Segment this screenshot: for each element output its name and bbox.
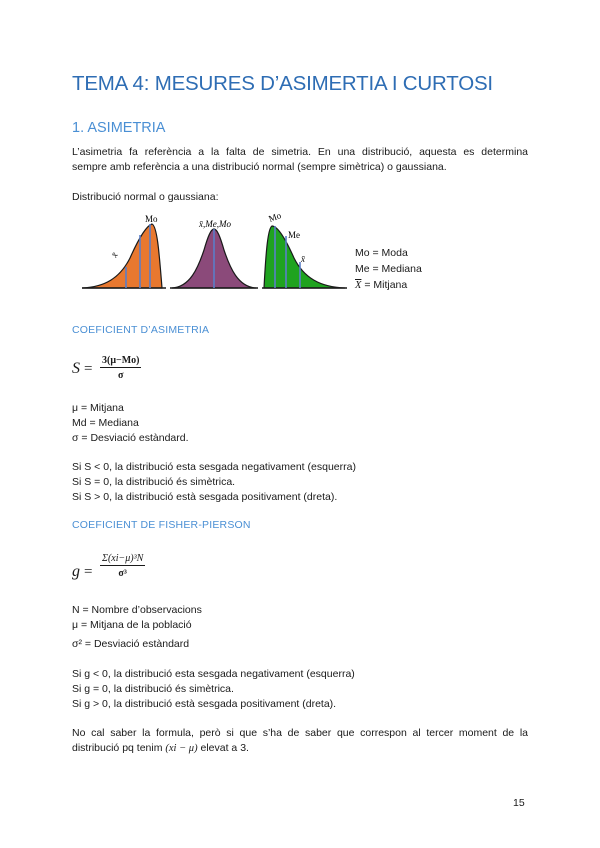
- intro-line-1: L’asimetria fa referència a la falta de simetria. En una distribució, aquesta es determina: [72, 146, 528, 158]
- distribution-label: Distribució normal o gaussiana:: [72, 191, 219, 203]
- case-g-positive: Si g > 0, la distribució està sesgada positivament (dreta).: [72, 698, 337, 710]
- mo-label-1: Mo: [145, 214, 158, 224]
- intro-line-2: sempre amb referència a una distribució normal (sempre simètrica) o gaussiana.: [72, 161, 447, 173]
- section-heading: 1. ASIMETRIA: [72, 120, 166, 136]
- mo-label-3: Mo: [267, 210, 283, 224]
- mean-label-3: x̄: [301, 254, 305, 264]
- asymmetry-fraction: $\frac{3(\mu-Mo)}{\sigma}$: [102, 355, 140, 381]
- asymmetry-formula: S =: [72, 360, 93, 377]
- negative-skew-curve: [82, 214, 166, 288]
- note-line-2: distribució pq tenim (xi − μ) elevat a 3.: [72, 742, 249, 754]
- center-label: x̄,Me,Mo: [199, 219, 231, 229]
- def-median: Md = Mediana: [72, 417, 139, 429]
- case-s-negative: Si S < 0, la distribució esta sesgada negativament (esquerra): [72, 461, 356, 473]
- legend-mode: Mo = Moda: [355, 247, 408, 259]
- case-s-zero: Si S = 0, la distribució és simètrica.: [72, 476, 236, 488]
- def-mean: μ = Mitjana: [72, 402, 124, 414]
- fisher-formula: g =: [72, 563, 93, 580]
- asymmetry-heading: COEFICIENT D’ASIMETRIA: [72, 324, 210, 336]
- def-n: N = Nombre d’observacions: [72, 604, 202, 616]
- legend-median: Me = Mediana: [355, 263, 422, 275]
- legend-mean: $\overline{X}$ = Mitjana: [355, 279, 408, 291]
- page-number: 15: [513, 797, 525, 809]
- fisher-fraction: $\frac{\text{Σ(xi−μ)³N}}{\text{σ³}}$: [102, 553, 144, 579]
- def-std: σ = Desviació estàndard.: [72, 432, 189, 444]
- def-population-mean: μ = Mitjana de la població: [72, 619, 192, 631]
- def-variance: σ² = Desviació estàndard: [72, 638, 190, 650]
- page-title: TEMA 4: MESURES D’ASIMERTIA I CURTOSI: [72, 72, 493, 95]
- case-g-negative: Si g < 0, la distribució esta sesgada negativament (esquerra): [72, 668, 355, 680]
- me-label-3: Me: [288, 230, 300, 240]
- symmetric-curve: [170, 219, 258, 288]
- note-line-1: No cal saber la formula, però si que s’ha de saber que correspon al tercer moment de la: [72, 727, 528, 739]
- fisher-heading: COEFICIENT DE FISHER-PIERSON: [72, 519, 251, 531]
- case-g-zero: Si g = 0, la distribució és simètrica.: [72, 683, 234, 695]
- mean-label-1: x̄: [109, 250, 120, 259]
- positive-skew-curve: [262, 210, 347, 288]
- case-s-positive: Si S > 0, la distribució està sesgada positivament (dreta).: [72, 491, 338, 503]
